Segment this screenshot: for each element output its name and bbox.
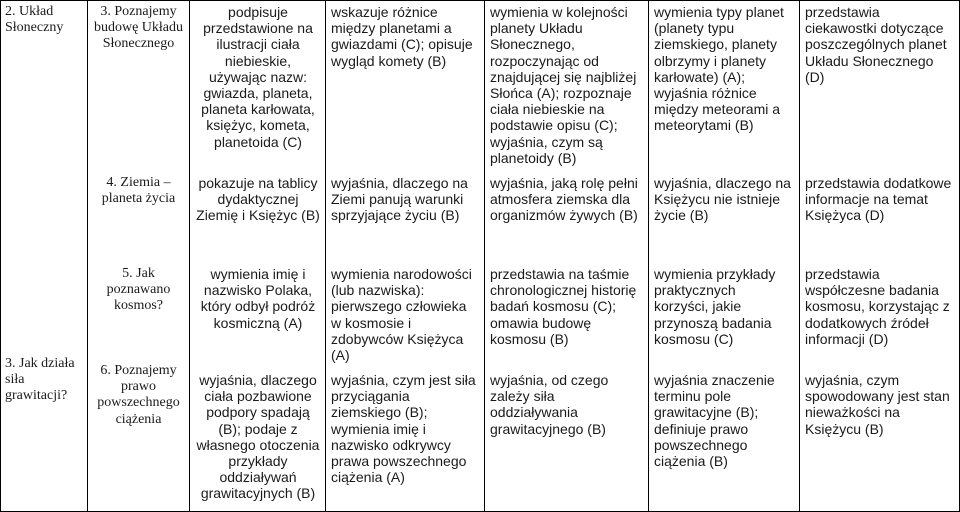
requirement-cell	[800, 1, 960, 512]
requirement-text: wyjaśnia, dlaczego na Ziemi panują warunki sprzyjające życiu (B)	[331, 175, 468, 224]
requirement-text: wyjaśnia, czym jest siła przyciągania ziemskiego (B); wymienia imię i nazwisko odkrywcy prawa powszechnego ciążenia (A)	[331, 372, 476, 486]
table-row	[1, 1, 960, 512]
requirement-cell	[649, 1, 800, 512]
requirement-text: wyjaśnia znaczenie terminu pole grawitacyjne (B); definiuje prawo powszechnego ciążenia (B)	[654, 372, 775, 470]
requirement-text: podpisuje przedstawione na ilustracji ciała niebieskie, używając nazw: gwiazda, planeta, planeta karłowata, księżyc, kometa, planetoida (C)	[201, 4, 315, 150]
requirement-text: wymienia imię i nazwisko Polaka, który odbył podróż kosmiczną (A)	[200, 266, 316, 331]
lesson-label: 5. Jak poznawano kosmos?	[106, 266, 171, 314]
requirement-text: wymienia typy planet (planety typu ziemskiego, planety olbrzymy i planety karłowate) (A); wyjaśnia różnice między meteorami a meteorytami (B)	[654, 4, 784, 134]
requirement-text: wyjaśnia, dlaczego ciała pozbawione podpory spadają (B); podaje z własnego otoczenia przykłady oddziaływań grawitacyjnych (B)	[196, 372, 320, 502]
requirement-text: przedstawia współczesne badania kosmosu, korzystając z dodatkowych źródeł informacji (D)	[805, 266, 950, 347]
requirement-text: wyjaśnia, jaką rolę pełni atmosfera ziemska dla organizmów żywych (B)	[490, 175, 638, 224]
requirement-cell	[326, 1, 485, 512]
lesson-label: 3. Poznajemy budowę Układu Słonecznego	[93, 4, 184, 52]
requirement-text: wskazuje różnice między planetami a gwiazdami (C); opisuje wygląd komety (B)	[331, 4, 473, 69]
lesson-label: 4. Ziemia – planeta życia	[101, 175, 176, 207]
requirement-text: wyjaśnia, od czego zależy siła oddziaływania grawitacyjnego (B)	[490, 372, 609, 437]
topic-cell	[1, 1, 88, 512]
requirement-text: przedstawia ciekawostki dotyczące poszczególnych planet Układu Słonecznego (D)	[805, 4, 947, 85]
lesson-cell	[88, 1, 190, 512]
requirement-text: pokazuje na tablicy dydaktycznej Ziemię i Księżyc (B)	[196, 175, 320, 224]
requirement-text: wymienia narodowości (lub nazwiska): pierwszego człowieka w kosmosie i zdobywców Księżyca (A)	[331, 266, 472, 364]
requirement-text: wyjaśnia, czym spowodowany jest stan nieważkości na Księżycu (B)	[805, 372, 950, 437]
requirement-text: przedstawia dodatkowe informacje na temat Księżyca (D)	[805, 175, 952, 224]
lesson-label: 6. Poznajemy prawo powszechnego ciążenia	[97, 363, 180, 427]
requirement-text: wymienia przykłady praktycznych korzyści, jakie przynoszą badania kosmosu (C)	[654, 266, 776, 347]
topic-label: 3. Jak działa siła grawitacji?	[5, 356, 75, 404]
requirement-text: przedstawia na taśmie chronologicznej historię badań kosmosu (C); omawia budowę kosmosu (B)	[490, 266, 637, 347]
requirement-cell	[190, 1, 326, 512]
requirement-text: wymienia w kolejności planety Układu Słonecznego, rozpoczynając od znajdującej się najbliżej Słońca (A); rozpoznaje ciała niebieskie na podstawie opisu (C); wyjaśnia, czym są planetoidy (B)	[490, 4, 637, 166]
topic-label: 2. Układ Słoneczny	[5, 4, 64, 36]
requirement-cell	[485, 1, 649, 512]
requirement-text: wyjaśnia, dlaczego na Księżycu nie istnieje życie (B)	[654, 175, 791, 224]
